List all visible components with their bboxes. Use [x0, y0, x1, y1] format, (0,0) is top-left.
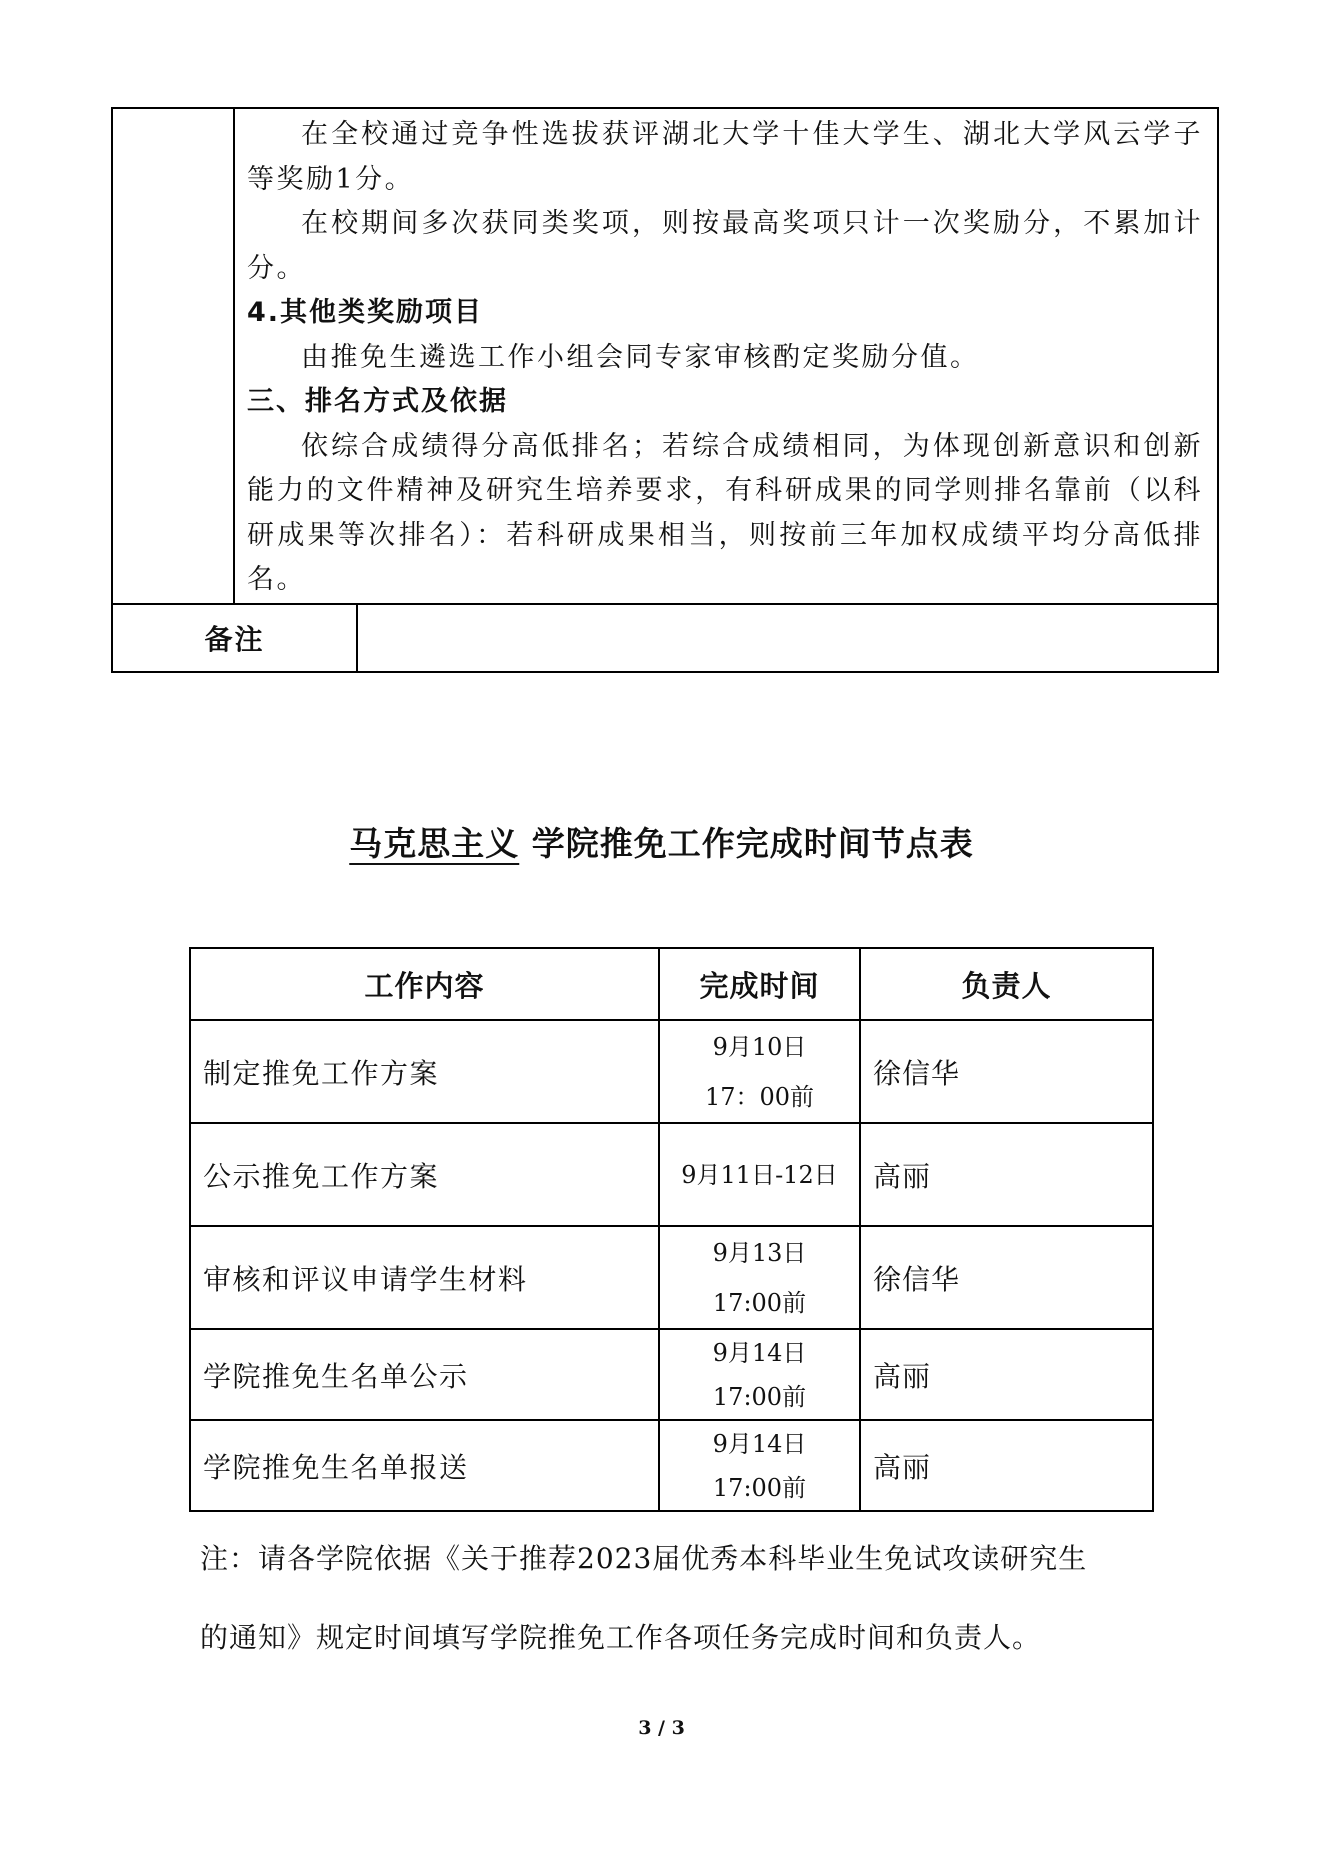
time-date: 9月14日: [712, 1429, 807, 1458]
time-hour: 17:00前: [712, 1382, 807, 1411]
owner-cell: 高丽: [860, 1329, 1153, 1420]
title-college-name: 马克思主义: [349, 824, 520, 863]
time-date: 9月13日: [712, 1238, 807, 1267]
time-date: 9月10日: [712, 1032, 807, 1061]
time-cell: [659, 1420, 860, 1511]
footnote-line: 的通知》规定时间填写学院推免工作各项任务完成时间和负责人。: [200, 1621, 1042, 1654]
table-row: [190, 1329, 1153, 1420]
owner-cell: 高丽: [860, 1123, 1153, 1226]
task-cell: 学院推免生名单报送: [190, 1420, 659, 1511]
time-hour: 17：00前: [704, 1082, 815, 1111]
footnote-line: 注：请各学院依据《关于推荐2023届优秀本科毕业生免试攻读研究生: [200, 1542, 1088, 1575]
time-cell: [659, 1329, 860, 1420]
time-hour: 17:00前: [712, 1288, 807, 1317]
owner-cell: 徐信华: [860, 1226, 1153, 1329]
header-time: 完成时间: [659, 948, 860, 1020]
criteria-paragraph: 在校期间多次获同类奖项，则按最高奖项只计一次奖励分，不累加计分。: [247, 208, 1203, 284]
table-row: [190, 1123, 1153, 1226]
criteria-paragraph: 依综合成绩得分高低排名；若综合成绩相同，为体现创新意识和创新能力的文件精神及研究生培养要求，有科研成果的同学则排名靠前（以科研成果等次排名）：若科研成果相当，则按前三年加权成绩平均分高低排名。: [247, 430, 1203, 595]
time-date: 9月11日-12日: [681, 1160, 838, 1189]
schedule-table: [189, 947, 1154, 1512]
remark-label: 备注: [112, 604, 357, 672]
time-cell: [659, 1020, 860, 1123]
page-title: [0, 818, 1323, 865]
criteria-table: [111, 107, 1219, 673]
criteria-paragraph: 在全校通过竞争性选拔获评湖北大学十佳大学生、湖北大学风云学子等奖励1分。: [247, 119, 1203, 195]
time-cell: [659, 1226, 860, 1329]
title-text: 学院推免工作完成时间节点表: [531, 824, 974, 863]
task-cell: 制定推免工作方案: [190, 1020, 659, 1123]
time-hour: 17:00前: [712, 1473, 807, 1502]
schedule-header-row: [190, 948, 1153, 1020]
owner-cell: 徐信华: [860, 1020, 1153, 1123]
criteria-heading: 4.其他类奖励项目: [247, 297, 484, 328]
table-row: [190, 1226, 1153, 1329]
criteria-category-cell: [112, 108, 234, 604]
criteria-content-cell: [234, 108, 1218, 604]
table-row: [190, 1020, 1153, 1123]
page-number: 3 / 3: [638, 1717, 685, 1739]
task-cell: 学院推免生名单公示: [190, 1329, 659, 1420]
criteria-paragraph: 由推免生遴选工作小组会同专家审核酌定奖励分值。: [301, 341, 980, 373]
footnote: [200, 1519, 1160, 1677]
time-date: 9月14日: [712, 1338, 807, 1367]
task-cell: 审核和评议申请学生材料: [190, 1226, 659, 1329]
remark-value: [357, 604, 1218, 672]
header-task: 工作内容: [190, 948, 659, 1020]
time-cell: [659, 1123, 860, 1226]
header-owner: 负责人: [860, 948, 1153, 1020]
task-cell: 公示推免工作方案: [190, 1123, 659, 1226]
criteria-heading: 三、排名方式及依据: [247, 386, 508, 417]
owner-cell: 高丽: [860, 1420, 1153, 1511]
table-row: [190, 1420, 1153, 1511]
